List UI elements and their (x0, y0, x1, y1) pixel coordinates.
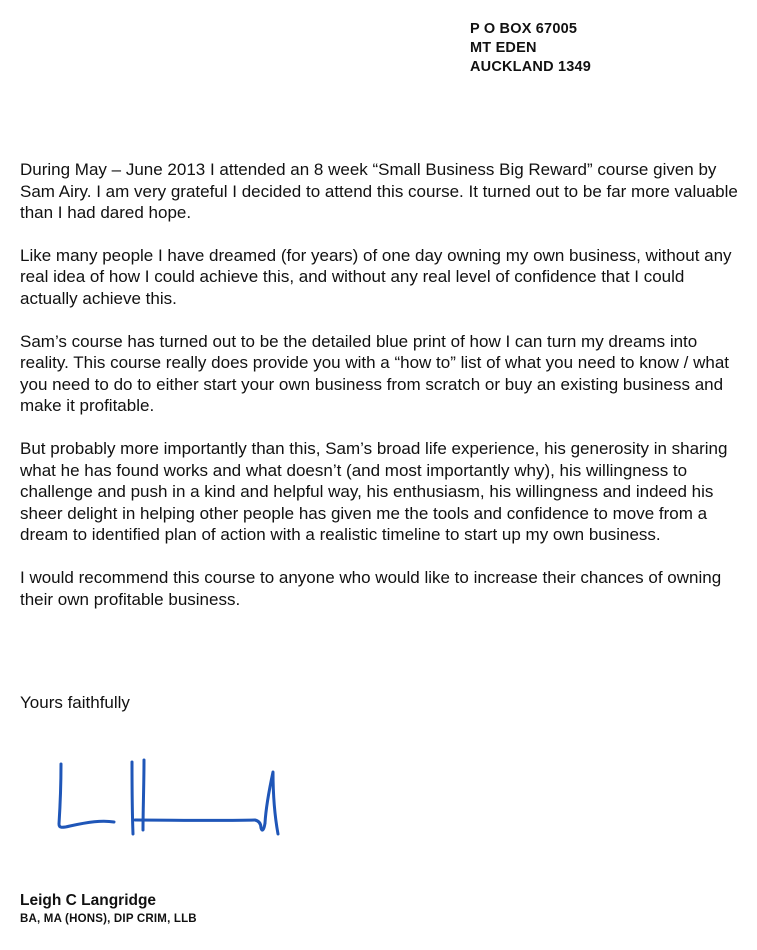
body-paragraph: But probably more importantly than this, Sam’s broad life experience, his generosity in sharing what he has found works and what doesn’t (and most importantly why), his willingness to challenge and push in a kind and helpful way, his enthusiasm, his willingness and indeed his sheer delight in helping other people has given me the tools and confidence to move from a dream to identified plan of action with a realistic timeline to start up my own business. (20, 438, 728, 545)
signature-stroke (59, 764, 114, 827)
address-line: AUCKLAND 1349 (470, 59, 592, 75)
signature-stroke (132, 762, 133, 834)
signature-stroke (265, 772, 278, 834)
body-paragraph: During May – June 2013 I attended an 8 week “Small Business Big Reward” course given by Sam Airy. I am very grateful I decided to attend this course. It turned out to be far more valuable than I had dared hope. (20, 160, 738, 223)
signer-qualifications: BA, MA (HONS), DIP CRIM, LLB (20, 913, 197, 925)
body-paragraph: Sam’s course has turned out to be the detailed blue print of how I can turn my dreams into reality. This course really does provide you with a “how to” list of what you need to know / what you need to do to either start your own business from scratch or buy an existing business and make it profitable. (20, 331, 729, 416)
signature-stroke (135, 820, 265, 830)
closing-salutation: Yours faithfully (20, 693, 130, 712)
body-paragraph: Like many people I have dreamed (for years) of one day owning my own business, without any real idea of how I could achieve this, and without any real level of confidence that I could actually achieve this. (20, 245, 732, 308)
sender-address (470, 20, 591, 77)
signer-name: Leigh C Langridge (20, 892, 157, 909)
letter-body (20, 159, 744, 631)
body-paragraph: I would recommend this course to anyone who would like to increase their chances of owning their own profitable business. (20, 567, 722, 609)
handwritten-signature (40, 750, 300, 850)
address-line: P O BOX 67005 (470, 21, 578, 37)
address-line: MT EDEN (470, 40, 537, 56)
